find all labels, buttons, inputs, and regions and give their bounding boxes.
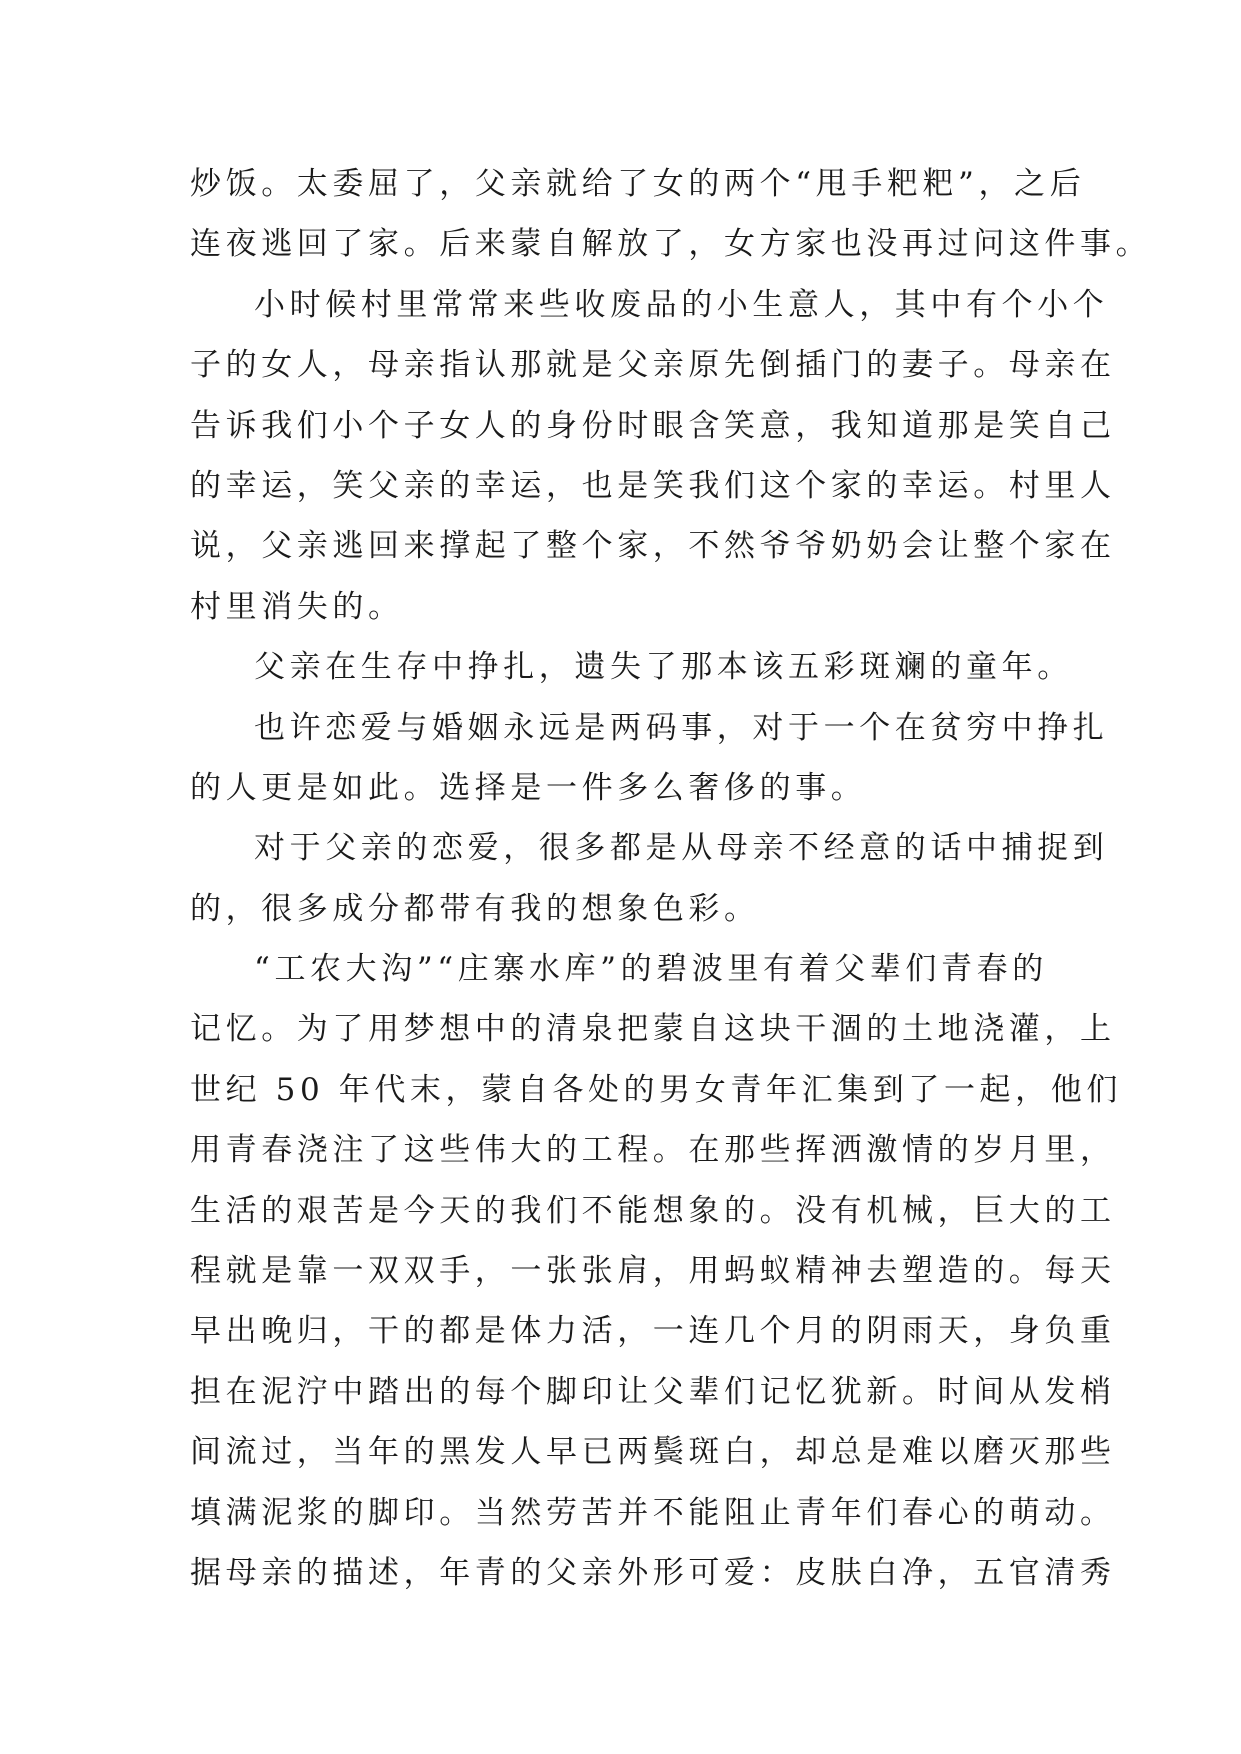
- text-line: 用青春浇注了这些伟大的工程。在那些挥洒激情的岁月里，: [190, 1132, 1116, 1169]
- text-line: 生活的艰苦是今天的我们不能想象的。没有机械，巨大的工: [190, 1192, 1116, 1229]
- text-line: 的人更是如此。选择是一件多么奢侈的事。: [190, 769, 867, 806]
- text-line: 村里消失的。: [190, 588, 404, 625]
- text-line: 程就是靠一双双手，一张张肩，用蚂蚁精神去塑造的。每天: [190, 1253, 1116, 1290]
- text-line: 世纪 50 年代末，蒙自各处的男女青年汇集到了一起，他们: [190, 1071, 1122, 1108]
- paragraph-first-line: 也许恋爱与婚姻永远是两码事，对于一个在贫穷中挣扎: [254, 709, 1109, 746]
- text-line: 早出晚归，干的都是体力活，一连几个月的阴雨天，身负重: [190, 1313, 1116, 1350]
- paragraph-first-line: 父亲在生存中挣扎，遗失了那本该五彩斑斓的童年。: [254, 649, 1073, 686]
- paragraph-first-line: “工农大沟”“庄寨水库”的碧波里有着父辈们青春的: [254, 951, 1048, 988]
- text-line: 说，父亲逃回来撑起了整个家，不然爷爷奶奶会让整个家在: [190, 528, 1116, 565]
- body-text: [190, 154, 1152, 1603]
- text-line: 的，很多成分都带有我的想象色彩。: [190, 890, 760, 927]
- text-line: 记忆。为了用梦想中的清泉把蒙自这块干涸的土地浇灌，上: [190, 1011, 1116, 1048]
- text-line: 子的女人，母亲指认那就是父亲原先倒插门的妻子。母亲在: [190, 347, 1116, 384]
- text-line: 填满泥浆的脚印。当然劳苦并不能阻止青年们春心的萌动。: [190, 1494, 1116, 1531]
- text-line: 担在泥泞中踏出的每个脚印让父辈们记忆犹新。时间从发梢: [190, 1373, 1116, 1410]
- text-line: 的幸运，笑父亲的幸运，也是笑我们这个家的幸运。村里人: [190, 467, 1116, 504]
- text-line: 间流过，当年的黑发人早已两鬓斑白，却总是难以磨灭那些: [190, 1434, 1116, 1471]
- text-line: 据母亲的描述，年青的父亲外形可爱：皮肤白净，五官清秀: [190, 1554, 1116, 1591]
- text-line: 告诉我们小个子女人的身份时眼含笑意，我知道那是笑自己: [190, 407, 1116, 444]
- text-line: 炒饭。太委屈了，父亲就给了女的两个“甩手粑粑”，之后: [190, 166, 1086, 202]
- paragraph-first-line: 对于父亲的恋爱，很多都是从母亲不经意的话中捕捉到: [254, 830, 1109, 867]
- text-line: 连夜逃回了家。后来蒙自解放了，女方家也没再过问这件事。: [190, 226, 1152, 263]
- paragraph-first-line: 小时候村里常常来些收废品的小生意人，其中有个小个: [254, 286, 1109, 323]
